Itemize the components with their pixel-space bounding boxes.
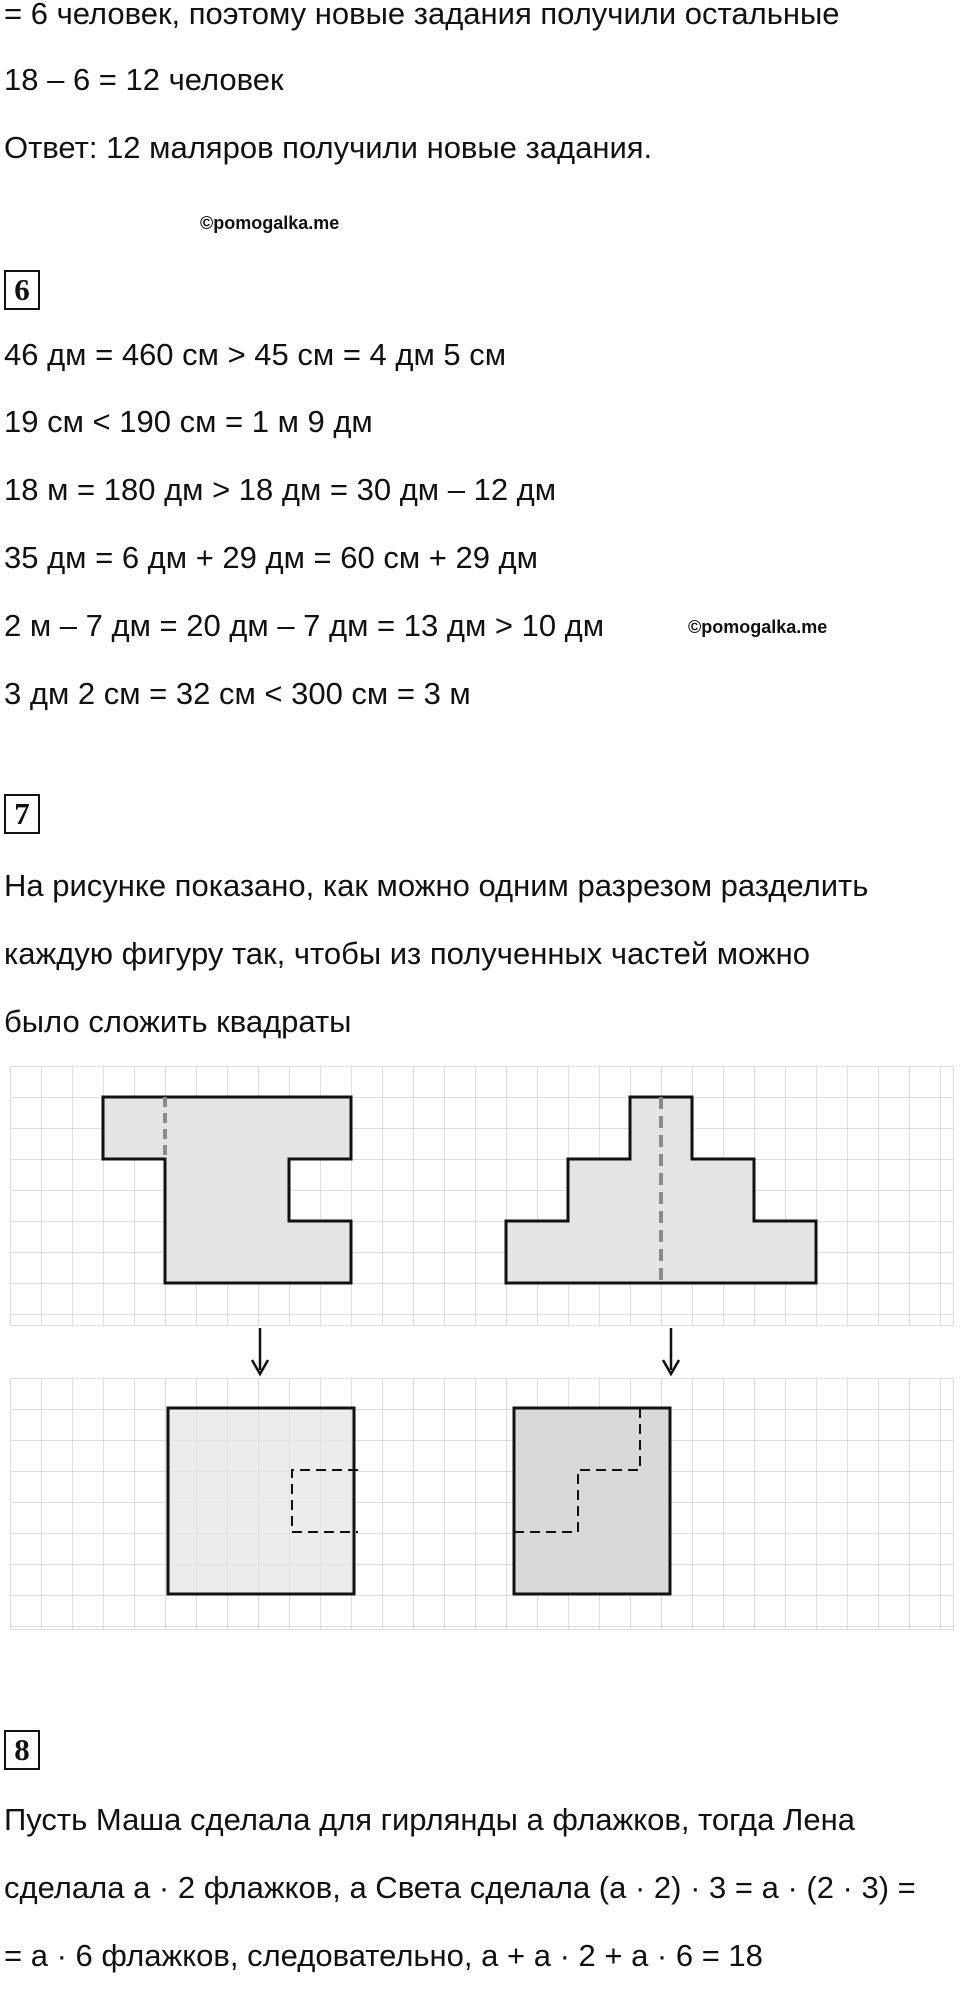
task-number-8: 8: [4, 1730, 40, 1770]
text-line: 18 – 6 = 12 человек: [4, 62, 284, 97]
task-text-line: каждую фигуру так, чтобы из полученных частей можно: [4, 936, 811, 971]
down-arrow-icon: [240, 1326, 280, 1378]
equation-line: 19 см < 190 см = 1 м 9 дм: [4, 404, 373, 439]
task-number-7: 7: [4, 794, 40, 834]
task-number-6: 6: [4, 270, 40, 310]
answer-line: Ответ: 12 маляров получили новые задания.: [4, 130, 653, 165]
result-square-right: [514, 1408, 670, 1594]
result-square-left: [168, 1408, 354, 1594]
shapes-grid-top: [10, 1066, 954, 1326]
equation-line: 18 м = 180 дм > 18 дм = 30 дм – 12 дм: [4, 472, 557, 507]
text-line: = 6 человек, поэтому новые задания получили остальные: [4, 0, 840, 31]
equation-line: 2 м – 7 дм = 20 дм – 7 дм = 13 дм > 10 дм: [4, 608, 605, 643]
watermark: ©pomogalka.me: [688, 617, 828, 637]
task-text-line: сделала а · 2 флажков, а Света сделала (а · 2) · 3 = а · (2 · 3) =: [4, 1870, 916, 1905]
equation-line: 3 дм 2 см = 32 см < 300 см = 3 м: [4, 676, 471, 711]
equation-line: 46 дм = 460 см > 45 см = 4 дм 5 см: [4, 337, 507, 372]
task-text-line: = а · 6 флажков, следовательно, а + а · 2 + а · 6 = 18: [4, 1938, 763, 1973]
task-text-line: На рисунке показано, как можно одним разрезом разделить: [4, 868, 869, 903]
watermark: ©pomogalka.me: [200, 213, 340, 233]
down-arrow-icon: [651, 1326, 691, 1378]
squares-grid-bottom: [10, 1378, 954, 1630]
equation-line: 35 дм = 6 дм + 29 дм = 60 см + 29 дм: [4, 540, 538, 575]
task-text-line: Пусть Маша сделала для гирлянды а флажков, тогда Лена: [4, 1802, 855, 1837]
task-text-line: было сложить квадраты: [4, 1004, 352, 1039]
